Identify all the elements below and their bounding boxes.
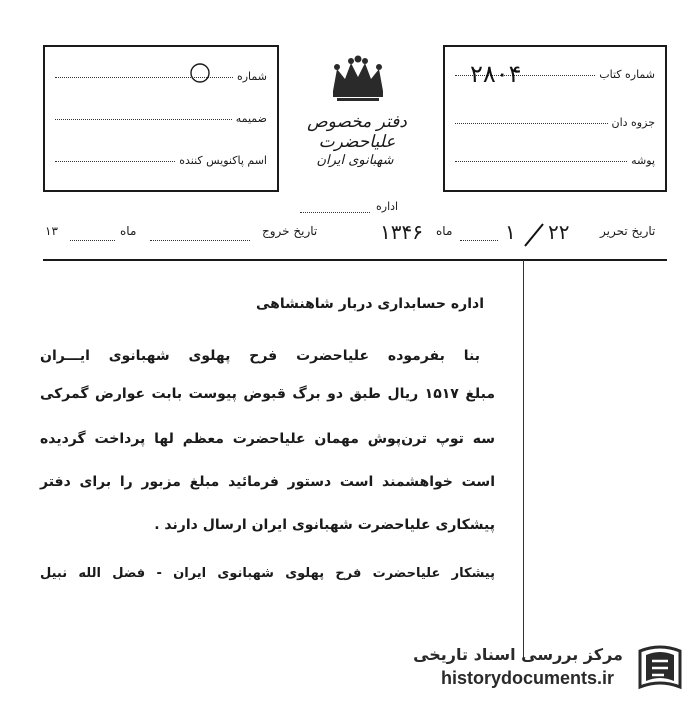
- tahrir-month-line: [460, 240, 498, 241]
- letter-line-4: است خواهشمند است دستور فرمائید مبلغ مزبور را برای دفتر: [40, 474, 495, 490]
- letter-line-1: بنا بفرموده علیاحضرت فرح پهلوی شهبانوی ایـــران: [40, 348, 480, 364]
- copyist-label: اسم پاکنویس کننده: [179, 154, 267, 167]
- khorooj-month-line: [70, 240, 115, 241]
- number-label: شماره: [236, 70, 267, 83]
- attachment-label: ضمیمه: [235, 112, 267, 125]
- tahrir-day: ۲۲: [548, 220, 570, 244]
- attachment-row: [55, 105, 267, 125]
- tahrir-month: ۱: [505, 220, 516, 244]
- book-number-handwritten: ۲۸۰۴: [470, 60, 522, 88]
- edare-line: [300, 212, 370, 213]
- date-slash-1: [521, 222, 547, 248]
- letter-signature: پیشکار علیاحضرت فرح پهلوی شهبانوی ایران - فضل الله نبیل: [40, 566, 495, 581]
- file-row: [455, 147, 655, 167]
- khorooj-mah-label: ماه: [120, 224, 137, 238]
- margin-divider: [523, 260, 524, 660]
- crown-crest-icon: [327, 55, 389, 103]
- tahrir-year: ۱۳۴۶: [380, 220, 423, 244]
- folder-line: [455, 122, 608, 124]
- number-circle-mark: [188, 62, 212, 84]
- letter-addressee: اداره حسابداری دربار شاهنشاهی: [256, 296, 484, 312]
- number-box: [43, 45, 279, 192]
- khorooj-date-label: تاریخ خروج: [262, 224, 318, 238]
- khorooj-day-line: [150, 240, 250, 241]
- file-label: پوشه: [631, 154, 655, 167]
- tahrir-date-label: تاریخ تحریر: [600, 224, 656, 238]
- number-row: [55, 63, 267, 83]
- watermark-url: historydocuments.ir: [440, 668, 615, 688]
- khorooj-year: ۱۳: [45, 224, 58, 238]
- org-subtitle: شهبانوی ایران: [316, 153, 394, 168]
- letter-line-2: مبلغ ۱۵۱۷ ریال طبق دو برگ قبوض پیوست بابت عوارض گمرکی: [40, 386, 495, 402]
- tahrir-mah-label: ماه: [436, 224, 453, 238]
- copyist-line: [55, 160, 175, 162]
- letter-line-5: پیشکاری علیاحضرت شهبانوی ایران ارسال دارند .: [154, 517, 495, 533]
- file-line: [455, 160, 627, 162]
- copyist-row: [55, 147, 267, 167]
- folder-label: جزوه دان: [611, 116, 655, 129]
- header-divider: [43, 259, 667, 261]
- book-number-label: شماره کتاب: [599, 68, 655, 81]
- attachment-line: [55, 118, 232, 120]
- org-title: دفتر مخصوص علیاحضرت: [307, 112, 407, 152]
- folder-row: [455, 109, 655, 129]
- edare-label: اداره: [376, 200, 399, 213]
- archive-logo-icon: [632, 641, 688, 697]
- letter-line-3: سه توپ ترن‌پوش مهمان علیاحضرت معظم لها پرداخت گردیده: [40, 431, 495, 447]
- watermark-title: مرکز بررسی اسناد تاریخی: [413, 645, 623, 664]
